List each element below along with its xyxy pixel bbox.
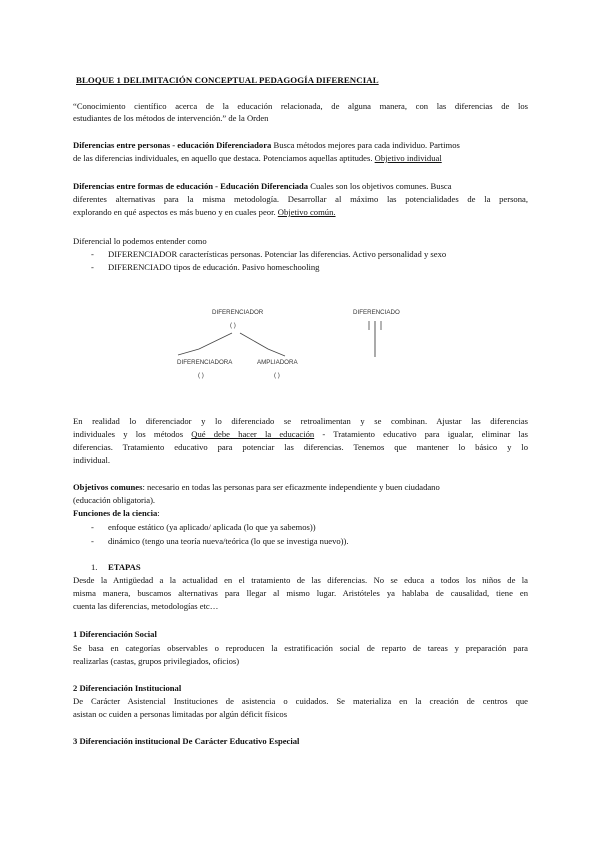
list-dash: - bbox=[91, 249, 94, 259]
social-heading: 1 Diferenciación Social bbox=[73, 629, 157, 639]
diagram-left-root: DIFERENCIADOR bbox=[212, 309, 264, 316]
diagram-right-branch bbox=[240, 333, 285, 356]
etapas-line-3: cuenta las diferencias, metodologías etc… bbox=[73, 601, 219, 611]
etapas-line-2: misma manera, buscamos alternativas para llegar al mismo lugar. Aristóteles ya hablaba de causalidad, tiene en bbox=[73, 588, 528, 598]
objetivos-line-2: (educación obligatoria). bbox=[73, 495, 156, 505]
diferencial-intro: Diferencial lo podemos entender como bbox=[73, 236, 207, 246]
social-line-2: realizarlas (castas, grupos privilegiados, oficios) bbox=[73, 656, 240, 666]
educativo-heading: 3 Diferenciación institucional De Carácter Educativo Especial bbox=[73, 736, 300, 746]
formas-heading: Diferencias entre formas de educación - Educación Diferenciada bbox=[73, 181, 309, 191]
que-debe-hacer-link: Qué debe hacer la educación bbox=[191, 429, 315, 439]
list-item-text: DIFERENCIADO tipos de educación. Pasivo homeschooling bbox=[108, 262, 320, 272]
list-item-text: enfoque estático (ya aplicado/ aplicada (lo que ya sabemos)) bbox=[108, 522, 316, 532]
objetivos-label: Objetivos comunes bbox=[73, 482, 143, 492]
objetivos-text: : necesario en todas las personas para ser eficazmente independiente y buen ciudadano bbox=[142, 482, 440, 492]
social-line-1: Se basa en categorías observables o reproducen la estratificación social de reparto de tareas y preparación para bbox=[73, 643, 528, 653]
diagram-left-child-mark: ( ) bbox=[198, 372, 204, 379]
personas-text-2: de las diferencias individuales, en aquello que destaca. Potenciamos aquellas aptitudes. bbox=[73, 153, 375, 163]
realidad-text-2: individuales y los métodos bbox=[73, 429, 192, 439]
objetivos-line-1 bbox=[73, 481, 528, 493]
realidad-text-2b: - Tratamiento educativo para igualar, eliminar las bbox=[314, 429, 528, 439]
diagram-right-root: DIFERENCIADO bbox=[353, 309, 400, 316]
realidad-line-1: En realidad lo diferenciador y lo diferenciado se retroalimentan y se combinan. Ajustar las diferencias bbox=[73, 416, 528, 426]
objetivo-individual-link: Objetivo individual bbox=[374, 153, 442, 163]
list-item-text: dinámico (tengo una teoría nueva/teórica (lo que se investiga nuevo)). bbox=[108, 536, 349, 546]
institucional-line-2: asistan oc cuiden a personas limitadas por algún déficit físicos bbox=[73, 709, 288, 719]
list-item-text: DIFERENCIADOR características personas. Potenciar las diferencias. Activo personalidad y sexo bbox=[108, 249, 447, 259]
funciones-heading-line bbox=[73, 507, 528, 519]
quote-line-2: estudiantes de los métodos de intervención.” de la Orden bbox=[73, 113, 269, 123]
page-title: BLOQUE 1 DELIMITACIÓN CONCEPTUAL PEDAGOGÍA DIFERENCIAL bbox=[76, 75, 379, 85]
realidad-line-4: individual. bbox=[73, 455, 110, 465]
diagram-root-mark: ( ) bbox=[230, 322, 236, 329]
institucional-line-1: De Carácter Asistencial Instituciones de asistencia o cuidados. Se materializa en la creación de centros que bbox=[73, 696, 528, 706]
quote-line-1: “Conocimiento científico acerca de la educación relacionada, de alguna manera, con las diferencias de los bbox=[73, 101, 528, 111]
diagram-right-child-mark: ( ) bbox=[274, 372, 280, 379]
etapas-number: 1. bbox=[91, 562, 98, 572]
etapas-title: ETAPAS bbox=[108, 562, 141, 572]
diagram-right-child: AMPLIADORA bbox=[257, 359, 298, 366]
diagram-left-branch bbox=[178, 333, 232, 355]
institucional-heading: 2 Diferenciación Institucional bbox=[73, 683, 182, 693]
formas-text-3: explorando en qué aspectos es más bueno y en cuales peor. bbox=[73, 207, 278, 217]
list-dash: - bbox=[91, 262, 94, 272]
personas-heading: Diferencias entre personas - educación Diferenciadora bbox=[73, 140, 272, 150]
objetivo-comun-link: Objetivo común. bbox=[277, 207, 336, 217]
etapas-line-1: Desde la Antigüedad a la actualidad en el tratamiento de las diferencias. No se educa a todos los niños de la bbox=[73, 575, 528, 585]
list-dash: - bbox=[91, 536, 94, 546]
funciones-colon: : bbox=[157, 508, 160, 518]
formas-text: Cuales son los objetivos comunes. Busca bbox=[308, 181, 452, 191]
realidad-line-3: diferencias. Tratamiento educativo para potenciar las diferencias. Tenemos que mantener lo básico y lo bbox=[73, 442, 528, 452]
formas-paragraph-line-2: diferentes alternativas para la misma metodología. Desarrollar al máximo las potencialidades de la persona, bbox=[73, 194, 528, 204]
list-dash: - bbox=[91, 522, 94, 532]
funciones-label: Funciones de la ciencia bbox=[73, 508, 158, 518]
personas-text: Busca métodos mejores para cada individuo. Partimos bbox=[271, 140, 460, 150]
realidad-line-2 bbox=[73, 428, 528, 440]
diagram-left-child: DIFERENCIADORA bbox=[177, 359, 233, 366]
